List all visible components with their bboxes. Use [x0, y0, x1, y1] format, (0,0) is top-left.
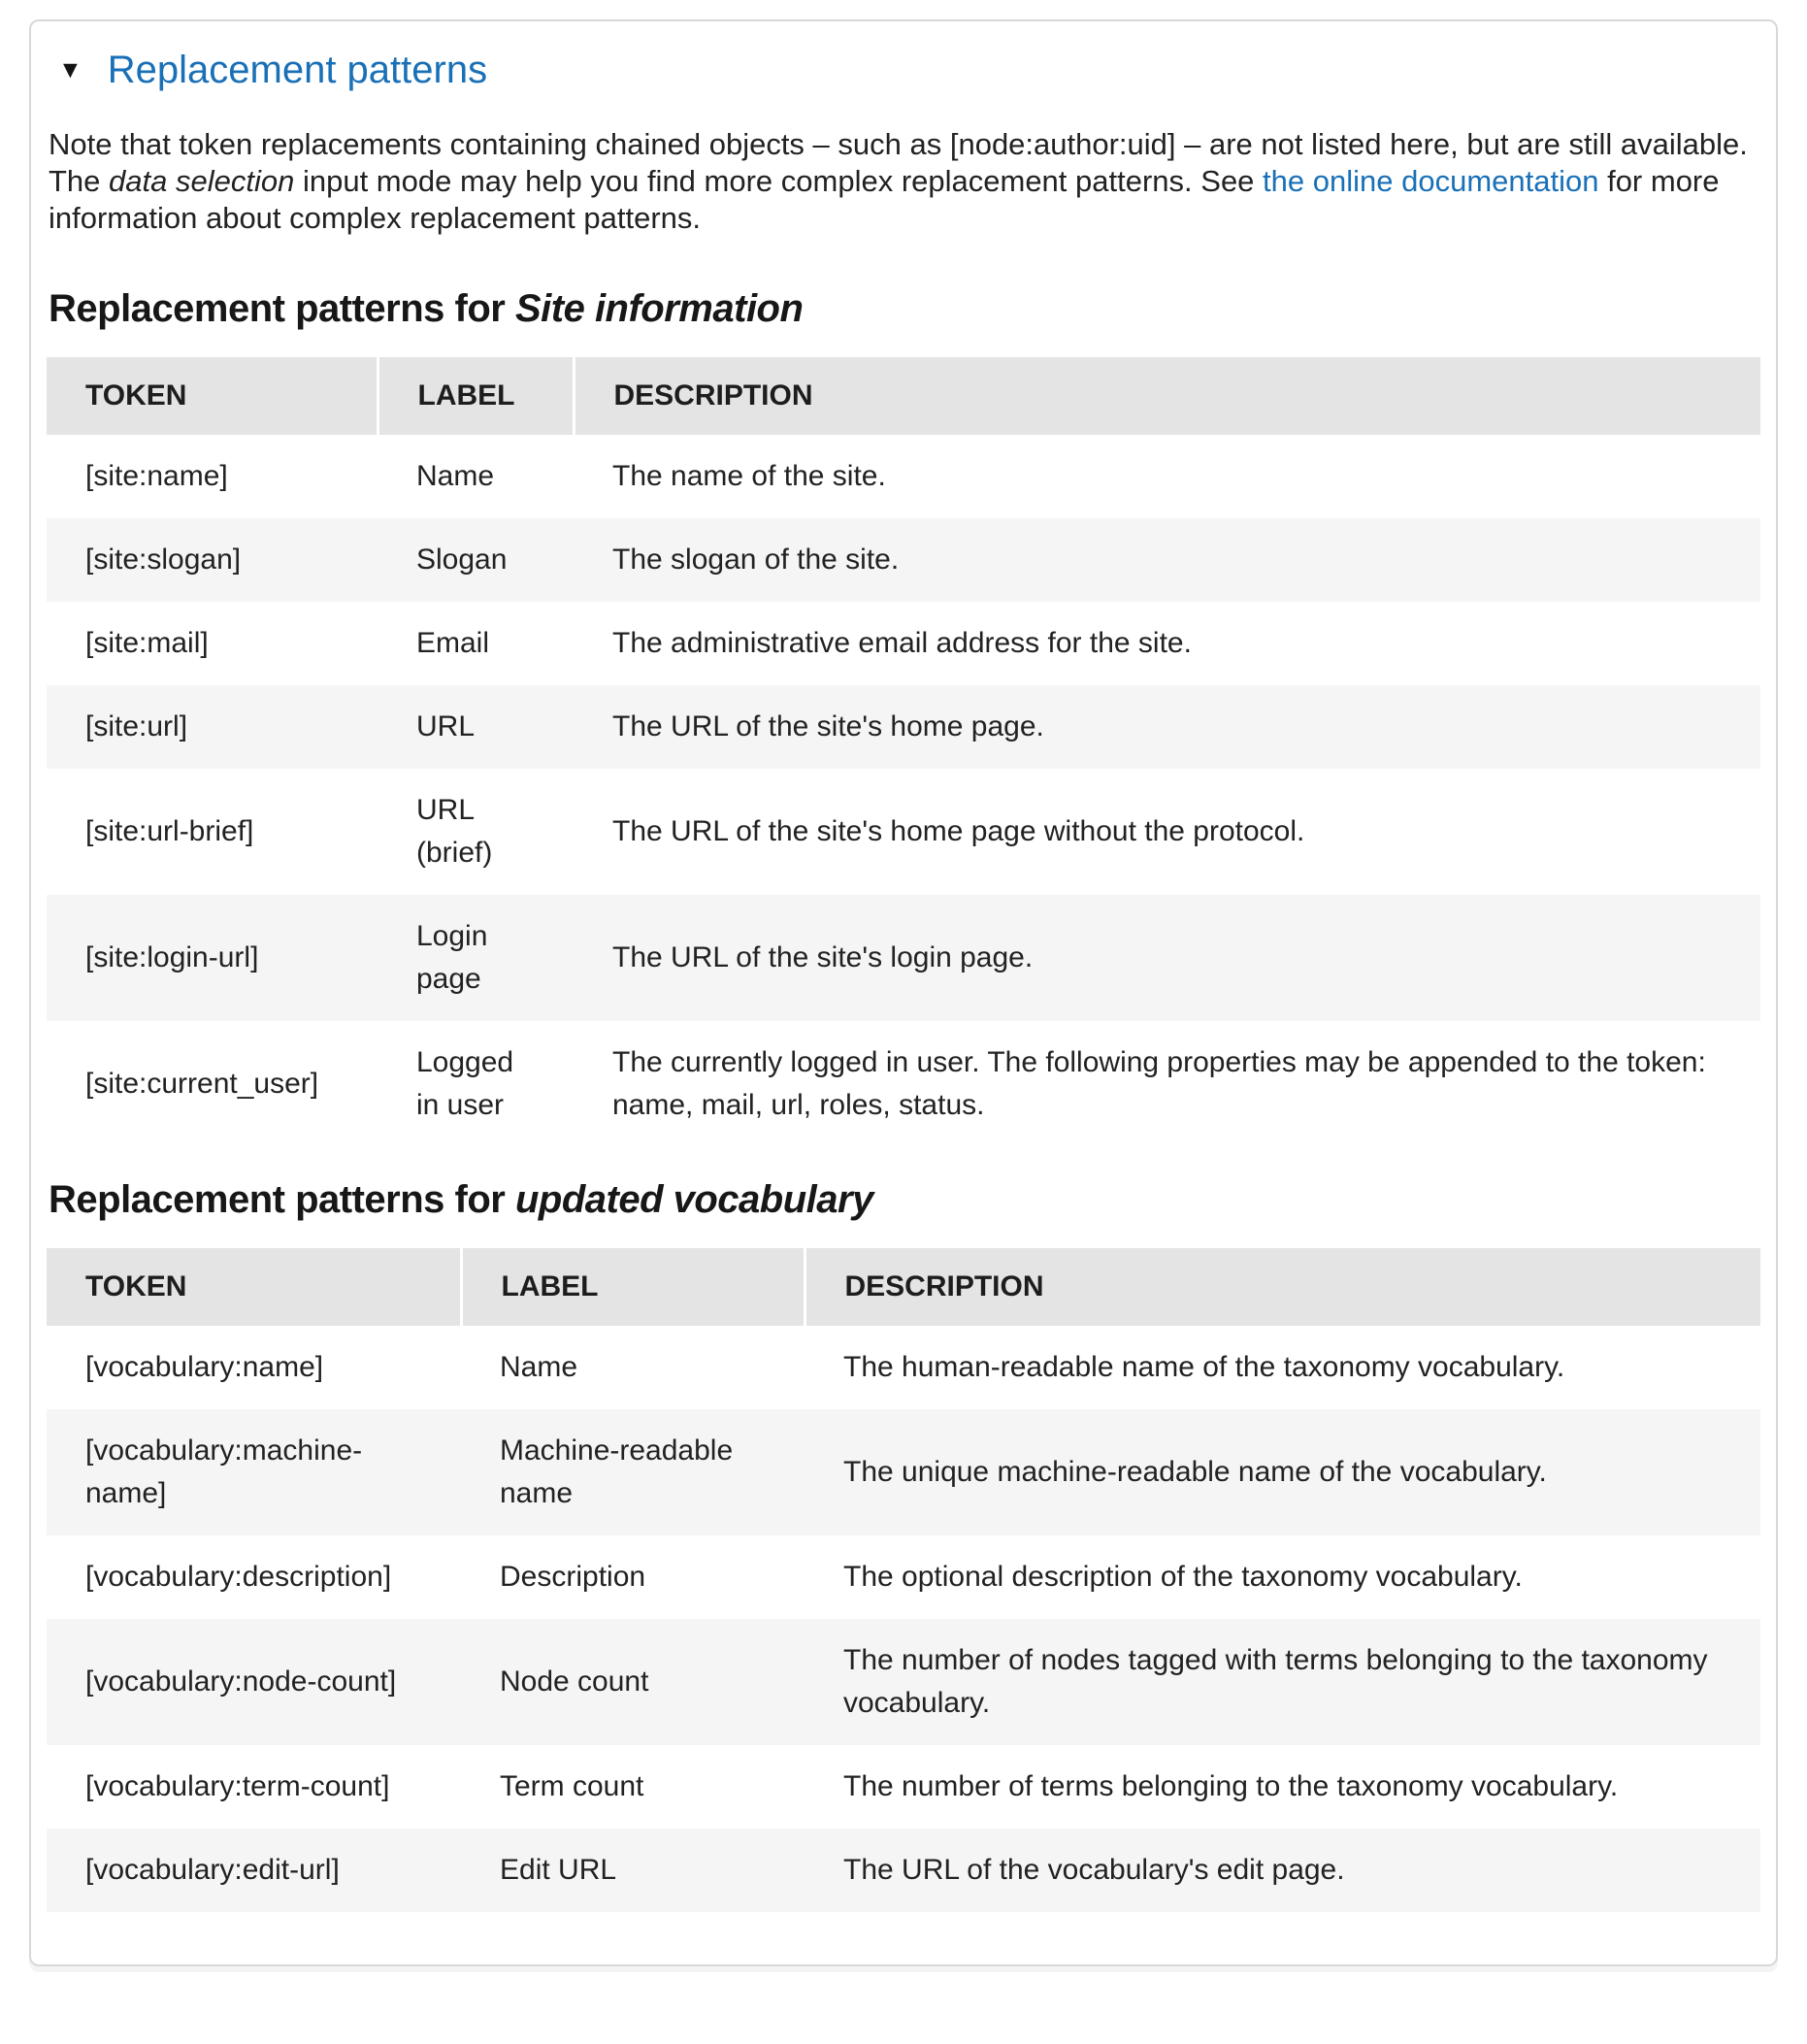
section-heading-prefix: Replacement patterns for	[49, 287, 515, 330]
cell-label: Email	[416, 627, 490, 659]
table-row	[47, 1021, 1760, 1147]
table-row	[47, 1326, 1760, 1409]
table-row	[47, 1829, 1760, 1912]
section-heading	[49, 281, 1758, 336]
section-heading-emphasis: updated vocabulary	[514, 1178, 873, 1221]
cell-token: [site:current_user]	[85, 1068, 319, 1100]
table-row	[47, 769, 1760, 895]
table-row	[47, 1745, 1760, 1829]
cell-token: [site:url-brief]	[85, 815, 254, 847]
cell-label: Machine-readable name	[461, 1409, 805, 1535]
note-paragraph	[49, 126, 1758, 237]
table-row	[47, 1619, 1760, 1745]
cell-label: Edit URL	[461, 1829, 805, 1912]
cell-description: The URL of the vocabulary's edit page.	[805, 1829, 1760, 1912]
cell-label: Logged in user	[416, 1046, 514, 1121]
cell-description: The URL of the site's login page.	[574, 895, 1760, 1021]
cell-token: [vocabulary:description]	[85, 1561, 392, 1593]
cell-label: Slogan	[378, 518, 574, 602]
column-header-description: DESCRIPTION	[805, 1248, 1760, 1326]
cell-token: [site:mail]	[85, 627, 209, 659]
cell-description: The URL of the site's home page.	[574, 685, 1760, 769]
replacement-patterns-panel	[29, 19, 1778, 1966]
online-documentation-link[interactable]: the online documentation	[1263, 164, 1599, 198]
column-header-label: LABEL	[378, 357, 574, 435]
table-row	[47, 518, 1760, 602]
table-header-row	[47, 357, 1760, 435]
panel-title: Replacement patterns	[107, 49, 488, 91]
note-text-1: Note that token replacements containing chained objects – such as [node:author:uid] – are not listed here, but are still available. The	[49, 127, 1748, 198]
cell-label: Name	[500, 1351, 578, 1383]
table-row	[47, 895, 1760, 1021]
note-text-2: input mode may help you find more complex replacement patterns. See	[294, 164, 1264, 198]
cell-token: [site:url]	[47, 685, 378, 769]
cell-description: The administrative email address for the site.	[612, 627, 1192, 659]
cell-description: The name of the site.	[612, 460, 886, 492]
cell-description: The optional description of the taxonomy vocabulary.	[843, 1561, 1523, 1593]
table-header-row	[47, 1248, 1760, 1326]
cell-token: [vocabulary:machine-name]	[47, 1409, 461, 1535]
column-header-description: DESCRIPTION	[574, 357, 1760, 435]
table-row	[47, 602, 1760, 685]
cell-label: URL	[378, 685, 574, 769]
cell-description: The human-readable name of the taxonomy vocabulary.	[843, 1351, 1565, 1383]
cell-token: [vocabulary:node-count]	[47, 1619, 461, 1745]
cell-description: The number of nodes tagged with terms belonging to the taxonomy vocabulary.	[805, 1619, 1760, 1745]
section-heading	[49, 1172, 1758, 1227]
cell-token: [site:name]	[85, 460, 228, 492]
table-row	[47, 1535, 1760, 1619]
cell-label: Term count	[500, 1770, 644, 1802]
column-header-label: LABEL	[461, 1248, 805, 1326]
cell-label: Login page	[378, 895, 574, 1021]
table-row	[47, 1409, 1760, 1535]
note-emphasis: data selection	[109, 164, 295, 198]
section-heading-prefix: Replacement patterns for	[49, 1178, 515, 1221]
cell-token: [site:login-url]	[47, 895, 378, 1021]
table-row	[47, 685, 1760, 769]
cell-description: The unique machine-readable name of the vocabulary.	[805, 1409, 1760, 1535]
cell-description: The slogan of the site.	[574, 518, 1760, 602]
cell-description: The number of terms belonging to the taxonomy vocabulary.	[843, 1770, 1619, 1802]
cell-label: Node count	[461, 1619, 805, 1745]
panel-content	[31, 126, 1776, 1964]
cell-token: [site:slogan]	[47, 518, 378, 602]
column-header-token: TOKEN	[47, 357, 378, 435]
note-text-3: for more information about complex replacement patterns.	[49, 164, 1720, 235]
table-row	[47, 435, 1760, 518]
cell-token: [vocabulary:edit-url]	[47, 1829, 461, 1912]
token-table	[47, 1248, 1760, 1912]
cell-description: The URL of the site's home page without the protocol.	[612, 815, 1305, 847]
cell-token: [vocabulary:name]	[85, 1351, 324, 1383]
cell-label: Name	[416, 460, 495, 492]
column-header-token: TOKEN	[47, 1248, 461, 1326]
cell-token: [vocabulary:term-count]	[85, 1770, 390, 1802]
token-table	[47, 357, 1760, 1147]
cell-description: The currently logged in user. The following properties may be appended to the token: name, mail, url, roles, status.	[612, 1046, 1706, 1121]
token-sections	[47, 281, 1760, 1912]
section-heading-emphasis: Site information	[514, 287, 804, 330]
cell-label: URL (brief)	[416, 794, 493, 869]
caret-down-icon: ▼	[58, 55, 82, 83]
cell-label: Description	[500, 1561, 646, 1593]
replacement-patterns-summary[interactable]	[31, 21, 1776, 99]
